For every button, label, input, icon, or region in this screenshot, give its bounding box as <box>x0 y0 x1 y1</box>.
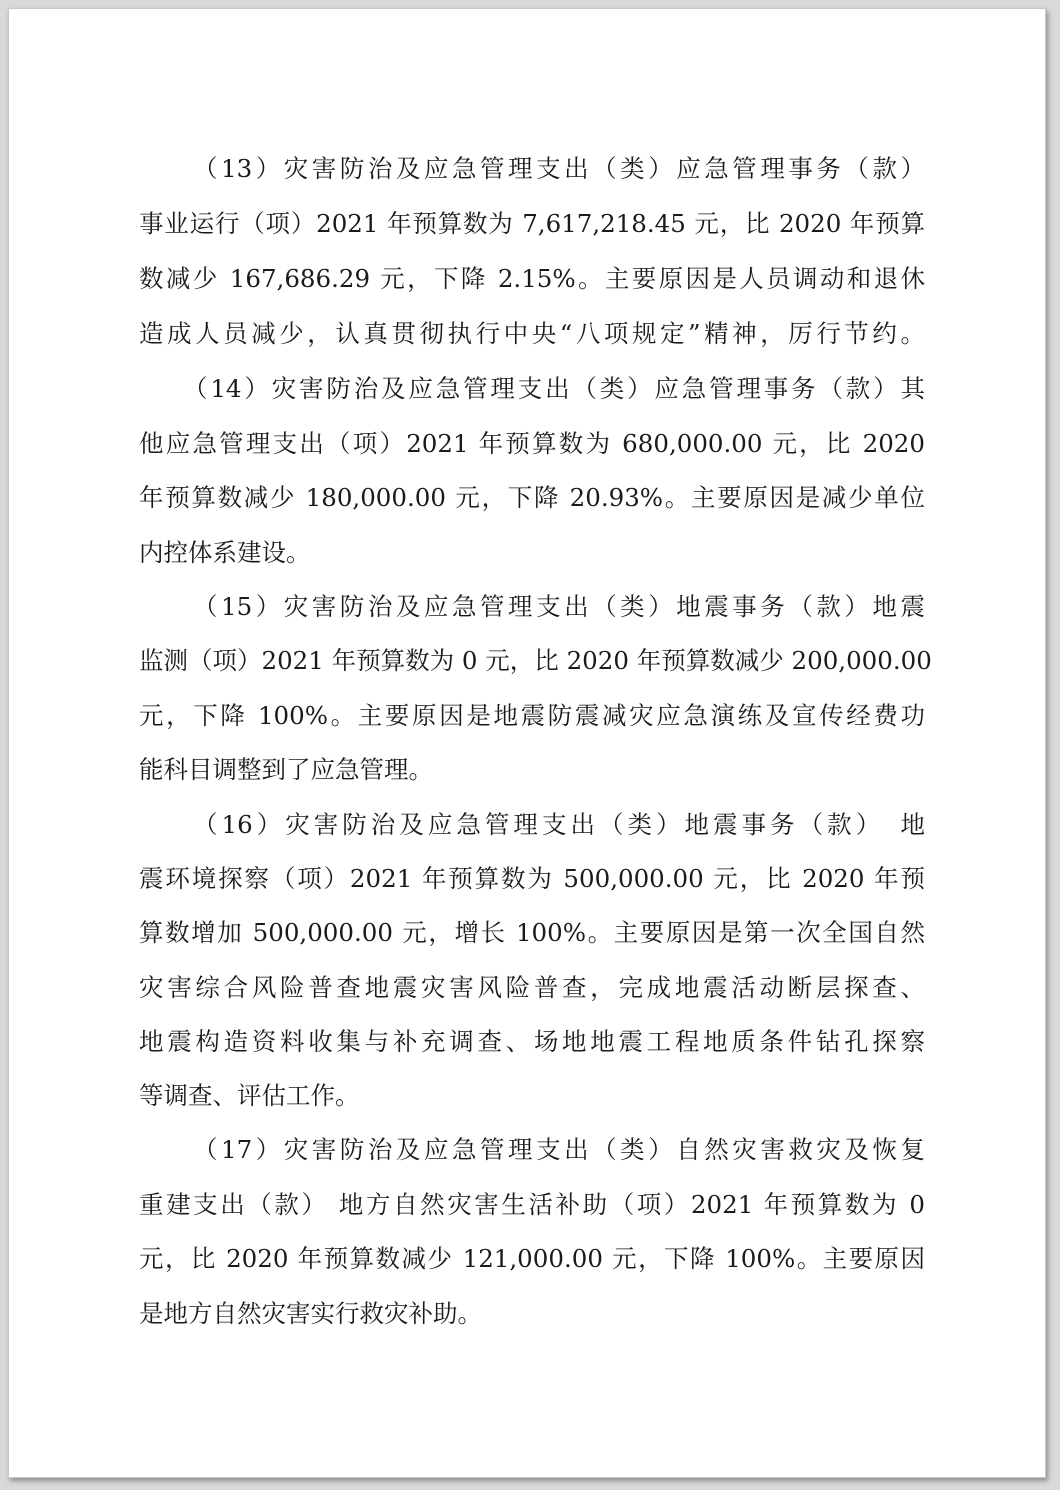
document-page <box>8 8 1046 1478</box>
paragraph-14-line-3: 年预算数减少 180,000.00 元，下降 20.93%。主要原因是减少单位 <box>139 483 925 512</box>
paragraph-17-line-4: 是地方自然灾害实行救灾补助。 <box>139 1299 482 1328</box>
paragraph-13-line-4: 造成人员减少，认真贯彻执行中央“八项规定”精神，厉行节约。 <box>139 319 925 348</box>
paragraph-14-line-2: 他应急管理支出（项）2021 年预算数为 680,000.00 元，比 2020 <box>139 429 925 458</box>
paragraph-14-line-1: （14）灾害防治及应急管理支出（类）应急管理事务（款）其 <box>183 374 925 403</box>
paragraph-16-line-4: 灾害综合风险普查地震灾害风险普查，完成地震活动断层探查、 <box>139 973 925 1002</box>
paragraph-13-line-1: （13）灾害防治及应急管理支出（类）应急管理事务（款） <box>193 154 925 183</box>
paragraph-15-line-4: 能科目调整到了应急管理。 <box>139 755 433 784</box>
paragraph-14-line-4: 内控体系建设。 <box>139 538 311 567</box>
paragraph-16-line-3: 算数增加 500,000.00 元，增长 100%。主要原因是第一次全国自然 <box>139 918 925 947</box>
paragraph-15-line-1: （15）灾害防治及应急管理支出（类）地震事务（款）地震 <box>193 592 925 621</box>
paragraph-16-line-5: 地震构造资料收集与补充调查、场地地震工程地质条件钻孔探察 <box>139 1027 925 1056</box>
paragraph-13-line-3: 数减少 167,686.29 元，下降 2.15%。主要原因是人员调动和退休 <box>139 264 925 293</box>
paragraph-16-line-6: 等调查、评估工作。 <box>139 1081 360 1110</box>
paragraph-15-line-2: 监测（项）2021 年预算数为 0 元，比 2020 年预算数减少 200,000.00 <box>139 646 932 675</box>
paragraph-17-line-2: 重建支出（款） 地方自然灾害生活补助（项）2021 年预算数为 0 <box>139 1190 925 1219</box>
paragraph-17-line-1: （17）灾害防治及应急管理支出（类）自然灾害救灾及恢复 <box>193 1135 925 1164</box>
paragraph-17-line-3: 元，比 2020 年预算数减少 121,000.00 元，下降 100%。主要原因 <box>139 1244 925 1273</box>
paragraph-16-line-1: （16）灾害防治及应急管理支出（类）地震事务（款） 地 <box>193 810 925 839</box>
paragraph-16-line-2: 震环境探察（项）2021 年预算数为 500,000.00 元，比 2020 年预 <box>139 864 925 893</box>
paragraph-15-line-3: 元，下降 100%。主要原因是地震防震减灾应急演练及宣传经费功 <box>139 701 925 730</box>
paragraph-13-line-2: 事业运行（项）2021 年预算数为 7,617,218.45 元，比 2020 年预算 <box>139 209 925 238</box>
